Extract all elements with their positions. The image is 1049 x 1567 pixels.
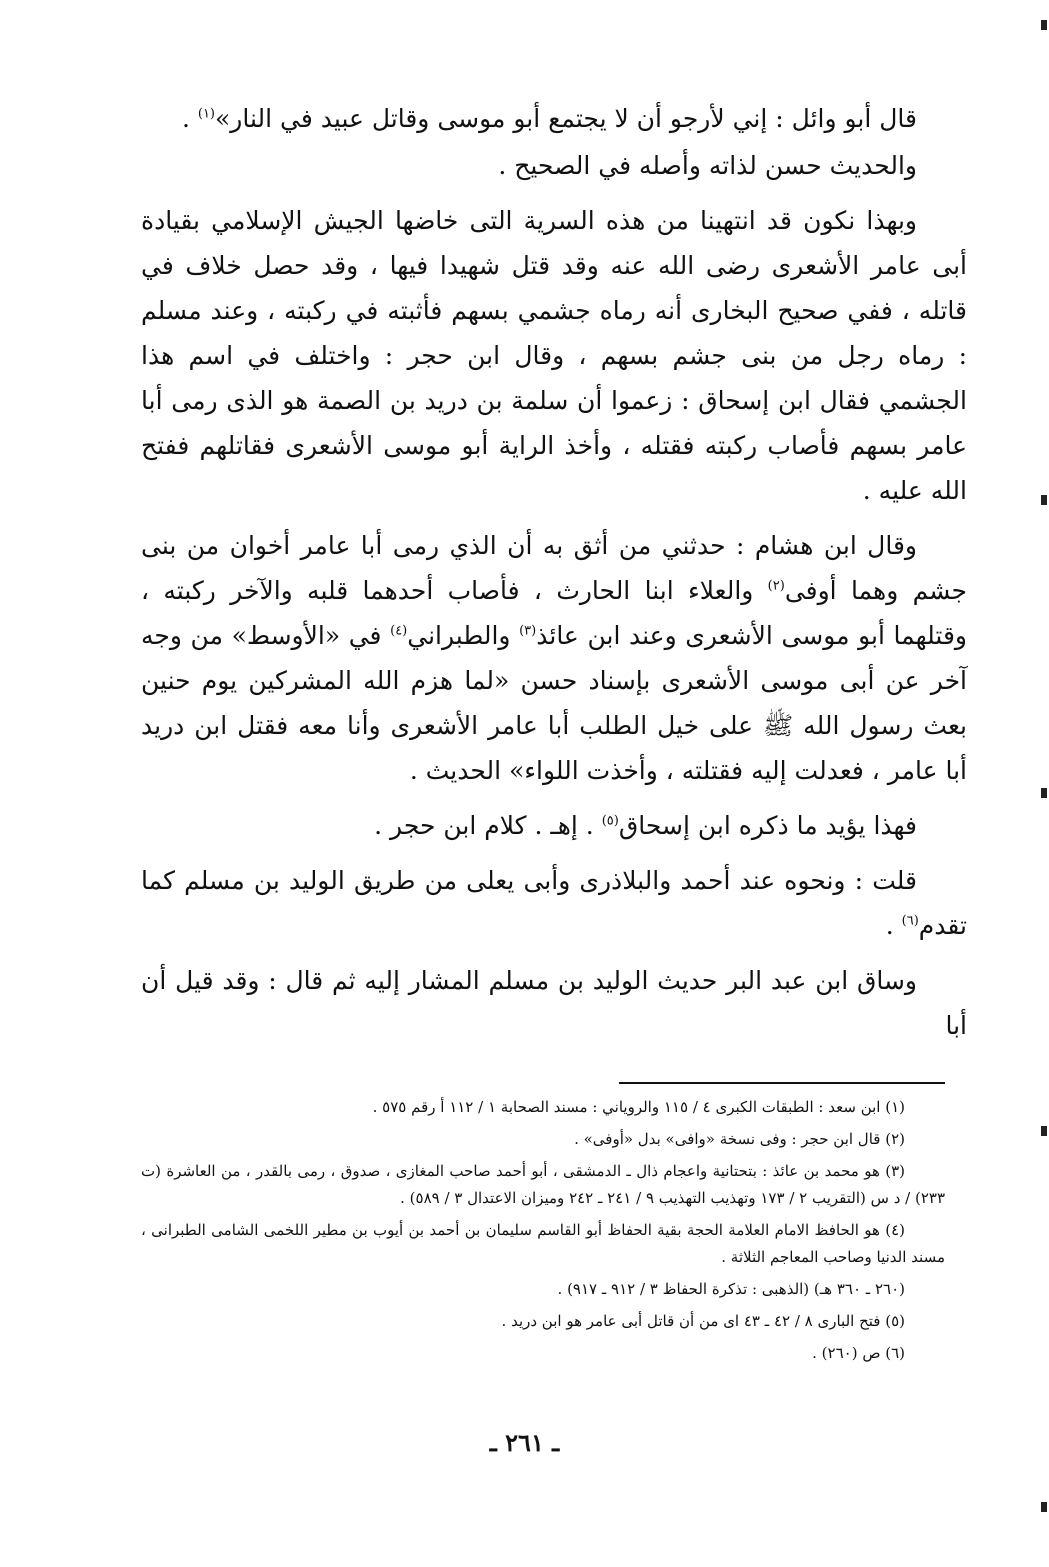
footnote-4-dates: (٢٦٠ ـ ٣٦٠ هـ) (الذهبى : تذكرة الحفاظ ٣ / ٩١٢ ـ ٩١٧) . [557, 1280, 905, 1298]
footnotes [141, 1094, 945, 1372]
footnote-ref-1: (١) [197, 106, 215, 122]
main-text [141, 96, 967, 1058]
scan-edge-mark [1041, 1502, 1047, 1512]
scan-edge-mark [1041, 20, 1047, 30]
paragraph-5: فهذا يؤيد ما ذكره ابن إسحاق$^{(٥)}$ . إهـ . كلام ابن حجر . [374, 811, 917, 840]
footnote-1: (١) ابن سعد : الطبقات الكبرى ٤ / ١١٥ والروياني : مسند الصحابة ١ / ١١٢ أ رقم ٥٧٥ . [372, 1098, 905, 1116]
paragraph-6: قلت : ونحوه عند أحمد والبلاذرى وأبى يعلى من طريق الوليد بن مسلم كما تقدم$^{(٦)}$ . [141, 866, 967, 940]
paragraph-3: وبهذا نكون قد انتهينا من هذه السرية التى خاضها الجيش الإسلامي بقيادة أبى عامر الأشعرى رضى الله عنه وقد قتل شهيدا فيها ، وقد حصل خلاف في قاتله ، ففي صحيح البخارى أنه رماه جشمي بسهم فأثبته في ركبته ، وعند مسلم : رماه رجل من بنى جشم بسهم ، وقال ابن حجر : واختلف في اسم هذا الجشمي فقال ابن إسحاق : زعموا أن سلمة بن دريد بن الصمة هو الذى رمى أبا عامر بسهم فأصاب ركبته فقتله ، وأخذ الراية أبو موسى الأشعرى فقاتلهم ففتح الله عليه . [141, 206, 967, 505]
scan-edge-mark [1041, 1126, 1047, 1136]
paragraph-4: وقال ابن هشام : حدثني من أثق به أن الذي رمى أبا عامر أخوان من بنى جشم وهما أوفى$^{(٢)}$ والعلاء ابنا الحارث ، فأصاب أحدهما قلبه والآخر ركبته ، وقتلهما أبو موسى الأشعرى وعند ابن عائذ$^{(٣)}$ والطبراني$^{(٤)}$ في «الأوسط» من وجه آخر عن أبى موسى الأشعرى بإسناد حسن «لما هزم الله المشركين يوم حنين بعث رسول الله ﷺ على خيل الطلب أبا عامر الأشعرى وأنا معه فقتل ابن دريد أبا عامر ، فعدلت إليه فقتلته ، وأخذت اللواء» الحديث . [141, 531, 967, 785]
footnote-ref-3: (٣) [519, 623, 537, 639]
footnote-ref-6: (٦) [901, 913, 919, 929]
page-number: ـ ٢٦١ ـ [489, 1428, 560, 1457]
footnote-2: (٢) قال ابن حجر : وفى نسخة «وافى» بدل «أوفى» . [574, 1130, 905, 1148]
footnote-divider [619, 1082, 945, 1084]
paragraph-2: والحديث حسن لذاته وأصله في الصحيح . [498, 151, 917, 180]
scan-edge-mark [1041, 788, 1047, 798]
footnote-ref-4: (٤) [390, 623, 408, 639]
footnote-3: (٣) هو محمد بن عائذ : بتحتانية واعجام ذال ـ الدمشقى ، أبو أحمد صاحب المغازى ، صدوق ، رمى بالقدر ، من العاشرة (ت ٢٣٣) / د س (التقريب ٢ / ١٧٣ وتهذيب التهذيب ٩ / ٢٤١ ـ ٢٤٢ وميزان الاعتدال ٣ / ٥٨٩) . [141, 1162, 945, 1207]
footnote-5: (٥) فتح البارى ٨ / ٤٢ ـ ٤٣ اى من أن قاتل أبى عامر هو ابن دريد . [501, 1312, 905, 1330]
footnote-ref-5: (٥) [601, 813, 619, 829]
paragraph-1: قال أبو وائل : إني لأرجو أن لا يجتمع أبو موسى وقاتل عبيد في النار»$^{(١)}$ . [181, 104, 917, 133]
footnote-4: (٤) هو الحافظ الامام العلامة الحجة بقية الحفاظ أبو القاسم سليمان بن أحمد بن أيوب بن مطير اللخمى الشامى الطبرانى ، مسند الدنيا وصاحب المعاجم الثلاثة . [141, 1221, 945, 1266]
footnote-ref-2: (٢) [767, 578, 785, 594]
scan-edge-mark [1041, 495, 1047, 505]
footnote-6: (٦) ص (٢٦٠) . [812, 1344, 905, 1362]
paragraph-7: وساق ابن عبد البر حديث الوليد بن مسلم المشار إليه ثم قال : وقد قيل أن أبا [141, 966, 967, 1040]
